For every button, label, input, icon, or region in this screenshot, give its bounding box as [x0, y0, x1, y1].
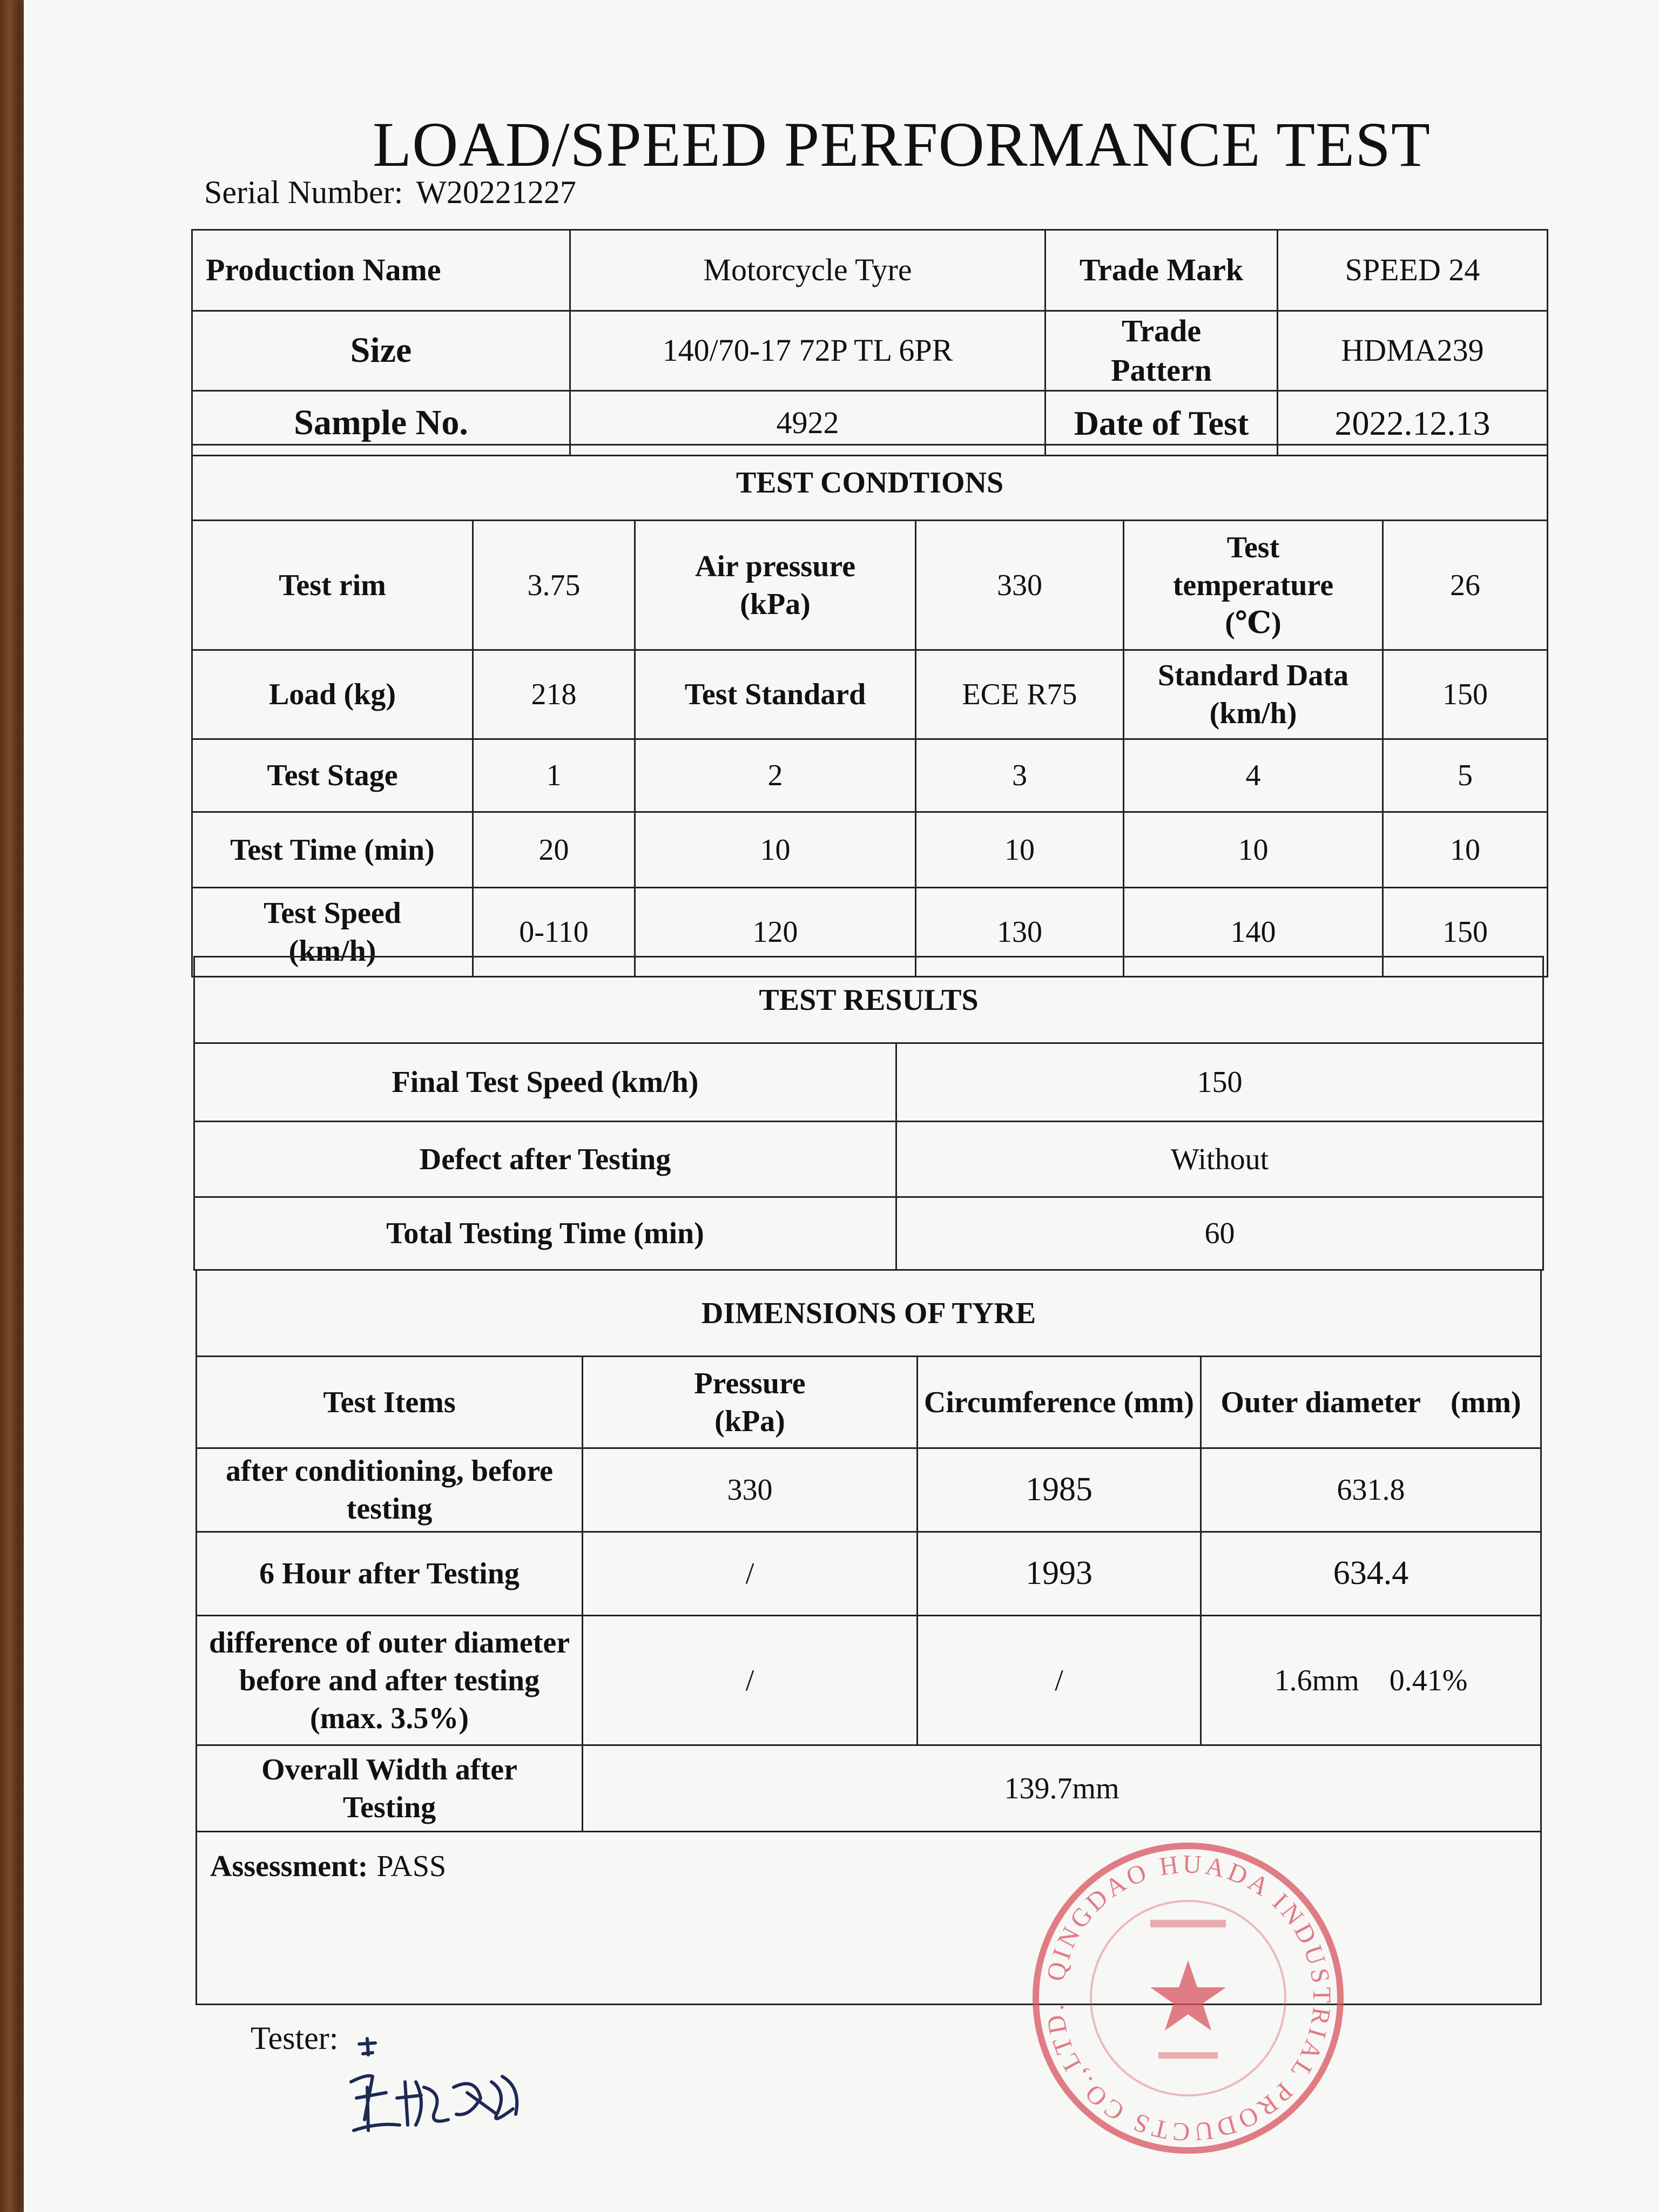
test-time-cell: 10 — [916, 812, 1124, 888]
test-time-cell: 10 — [1124, 812, 1383, 888]
test-rim-label: Test rim — [192, 521, 473, 650]
test-stage-cell: 4 — [1124, 739, 1383, 812]
trade-mark-label: Trade Mark — [1046, 230, 1278, 311]
svg-text:QINGDAO HUADA INDUSTRIAL PRODU: QINGDAO HUADA INDUSTRIAL PRODUCTS CO.,LTD. — [1040, 1850, 1337, 2147]
tester-signature — [335, 2022, 540, 2141]
trade-pattern-value: HDMA239 — [1278, 311, 1548, 391]
test-conditions-table — [191, 444, 1548, 977]
test-time-cell: 10 — [1383, 812, 1548, 888]
serial-value: W20221227 — [416, 174, 576, 210]
test-stage-cell: 2 — [635, 739, 916, 812]
production-name-label: Production Name — [192, 230, 570, 311]
table-cell-diameter: 631.8 — [1201, 1448, 1541, 1532]
col-header-circumference: Circumference (mm) — [918, 1357, 1201, 1448]
trade-pattern-label: Trade Pattern — [1046, 311, 1278, 391]
col-header-test-items: Test Items — [197, 1357, 583, 1448]
defect-value: Without — [896, 1122, 1543, 1197]
table-cell-pressure: / — [583, 1532, 918, 1616]
test-standard-value: ECE R75 — [916, 650, 1124, 739]
final-test-speed-label: Final Test Speed (km/h) — [194, 1043, 896, 1122]
test-time-cell: 10 — [635, 812, 916, 888]
test-time-cell: 20 — [473, 812, 635, 888]
sample-no-label: Sample No. — [192, 391, 570, 456]
assessment-value: PASS — [376, 1850, 447, 1883]
test-temperature-label: Test temperature (℃) — [1124, 521, 1383, 650]
load-label: Load (kg) — [192, 650, 473, 739]
test-stage-label: Test Stage — [192, 739, 473, 812]
overall-width-label: Overall Width after Testing — [197, 1745, 583, 1832]
date-of-test-value: 2022.12.13 — [1278, 391, 1548, 456]
air-pressure-label: Air pressure (kPa) — [635, 521, 916, 650]
test-results-heading: TEST RESULTS — [194, 957, 1543, 1043]
defect-label: Defect after Testing — [194, 1122, 896, 1197]
serial-label: Serial Number: — [204, 174, 403, 210]
company-seal — [1029, 1839, 1347, 2157]
date-of-test-label: Date of Test — [1046, 391, 1278, 456]
serial-number — [204, 174, 576, 211]
page-title: LOAD/SPEED PERFORMANCE TEST — [373, 109, 1431, 180]
test-standard-label: Test Standard — [635, 650, 916, 739]
test-conditions-heading: TEST CONDTIONS — [192, 445, 1548, 521]
test-speed-cell: 130 — [916, 888, 1124, 977]
standard-data-label: Standard Data (km/h) — [1124, 650, 1383, 739]
standard-data-value: 150 — [1383, 650, 1548, 739]
air-pressure-value: 330 — [916, 521, 1124, 650]
size-label: Size — [192, 311, 570, 391]
table-cell-diameter: 634.4 — [1201, 1532, 1541, 1616]
table-cell-circumference: / — [918, 1616, 1201, 1745]
production-name-value: Motorcycle Tyre — [570, 230, 1046, 311]
dimensions-heading: DIMENSIONS OF TYRE — [197, 1270, 1541, 1357]
size-value: 140/70-17 72P TL 6PR — [570, 311, 1046, 391]
load-value: 218 — [473, 650, 635, 739]
test-results-table — [193, 956, 1544, 1271]
test-rim-value: 3.75 — [473, 521, 635, 650]
tester-label: Tester: — [251, 2020, 339, 2056]
table-cell-diameter: 1.6mm 0.41% — [1201, 1616, 1541, 1745]
test-temperature-value: 26 — [1383, 521, 1548, 650]
final-test-speed-value: 150 — [896, 1043, 1543, 1122]
col-header-outer-diameter: Outer diameter (mm) — [1201, 1357, 1541, 1448]
test-speed-cell: 140 — [1124, 888, 1383, 977]
total-testing-time-value: 60 — [896, 1197, 1543, 1270]
table-row-item: after conditioning, before testing — [197, 1448, 583, 1532]
test-speed-cell: 150 — [1383, 888, 1548, 977]
table-cell-circumference: 1993 — [918, 1532, 1201, 1616]
test-time-label: Test Time (min) — [192, 812, 473, 888]
table-row-item: difference of outer diameter before and after testing (max. 3.5%) — [197, 1616, 583, 1745]
test-stage-cell: 5 — [1383, 739, 1548, 812]
product-info-table — [191, 229, 1548, 456]
overall-width-value: 139.7mm — [583, 1745, 1541, 1832]
table-cell-circumference: 1985 — [918, 1448, 1201, 1532]
table-row-item: 6 Hour after Testing — [197, 1532, 583, 1616]
test-speed-cell: 0-110 — [473, 888, 635, 977]
col-header-pressure: Pressure (kPa) — [583, 1357, 918, 1448]
sample-no-value: 4922 — [570, 391, 1046, 456]
test-speed-cell: 120 — [635, 888, 916, 977]
table-cell-pressure: 330 — [583, 1448, 918, 1532]
test-speed-label: Test Speed (km/h) — [192, 888, 473, 977]
total-testing-time-label: Total Testing Time (min) — [194, 1197, 896, 1270]
assessment-label: Assessment: — [210, 1850, 368, 1883]
test-stage-cell: 1 — [473, 739, 635, 812]
trade-mark-value: SPEED 24 — [1278, 230, 1548, 311]
table-cell-pressure: / — [583, 1616, 918, 1745]
test-stage-cell: 3 — [916, 739, 1124, 812]
